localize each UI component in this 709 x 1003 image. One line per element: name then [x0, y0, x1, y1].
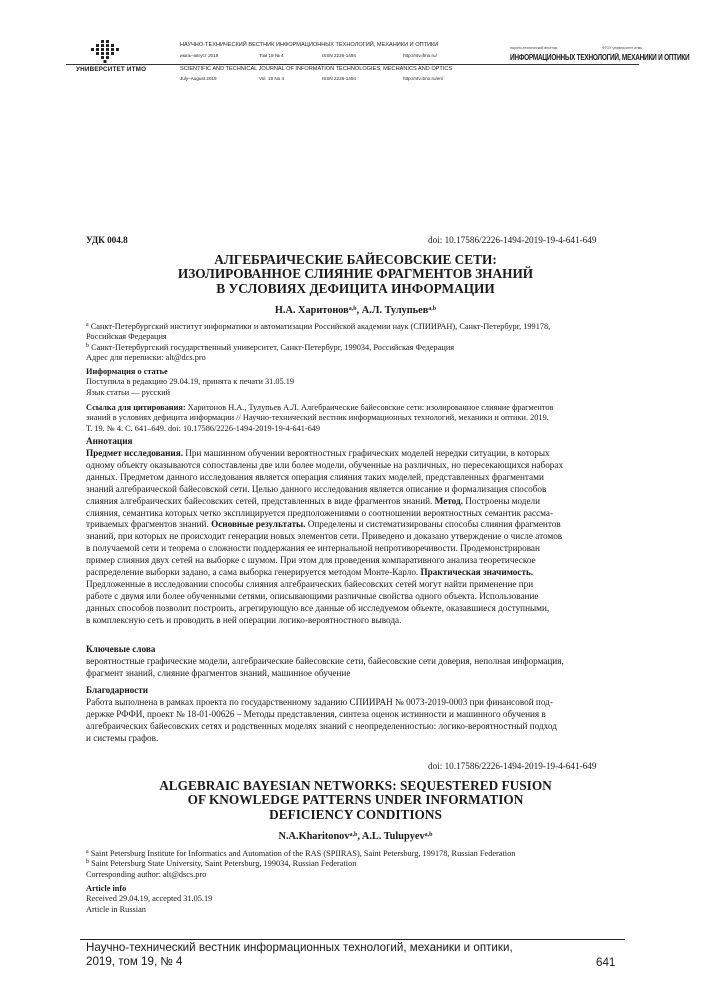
correspondence-address-en: Corresponding author: alt@dscs.pro [86, 869, 207, 879]
abstract-line [86, 460, 563, 472]
author-name: A.L. Tulupyev [361, 831, 425, 842]
itmo-dots-icon [85, 40, 125, 64]
authors-en [86, 831, 625, 842]
affiliations-en [86, 849, 515, 880]
university-name: УНИВЕРСИТЕТ ИТМО [76, 66, 147, 73]
journal-logo-publisher: ФГОУ университет итмо [602, 46, 643, 50]
journal-logo [510, 46, 690, 68]
abstract-line [86, 579, 563, 591]
authors [86, 305, 625, 316]
abstract-text: Построены модели [462, 495, 541, 506]
author-affiliation-mark: a,b [349, 832, 358, 838]
journal-logo-title: ИНФОРМАЦИОННЫХ ТЕХНОЛОГИЙ, МЕХАНИКИ И ОПТИКИ [510, 53, 690, 62]
en-journal-name: SCIENTIFIC AND TECHNICAL JOURNAL OF INFORMATION TECHNOLOGIES, MECHANICS AND OPTICS [180, 66, 453, 72]
en-issue: July–August 2019 [180, 76, 217, 81]
footer-journal [86, 941, 513, 968]
citation [86, 403, 553, 434]
abstract-text: знаний, при которых не происходит генерации новых элементов сети. Приведено и доказано утверждение о числе атомов [86, 531, 563, 542]
abstract-text: Определены и систематизированы способы слияния фрагментов [305, 519, 561, 530]
abstract-line [86, 615, 563, 627]
article-title [86, 253, 625, 296]
footer-divider [80, 939, 625, 940]
affiliation-mark: b [86, 859, 89, 866]
affiliation-mark: b [86, 342, 89, 349]
title-line: В УСЛОВИЯХ ДЕФИЦИТА ИНФОРМАЦИИ [216, 280, 495, 296]
author-separator: , [357, 831, 362, 842]
abstract-line [86, 603, 563, 615]
keywords-body [86, 656, 564, 680]
ack-line: держке РФФИ, проект № 18-01-00626 – Методы представления, синтеза оценок истинности и машинного обучения в [86, 708, 546, 719]
ack-line: Работа выполнена в рамках проекта по государственному заданию СПИИРАН № 0073-2019-0003 при финансовой под- [86, 697, 553, 707]
title-line: ИЗОЛИРОВАННОЕ СЛИЯНИЕ ФРАГМЕНТОВ ЗНАНИЙ [177, 266, 534, 282]
abstract-text: одному объекту оказываются сопоставлены две или более модели, обученные на различных, но пересекающихся наборах [86, 459, 564, 470]
ru-journal-name: НАУЧНО-ТЕХНИЧЕСКИЙ ВЕСТНИК ИНФОРМАЦИОННЫХ ТЕХНОЛОГИЙ, МЕХАНИКИ И ОПТИКИ [180, 42, 439, 48]
itmo-logo [76, 40, 158, 78]
abstract-line [86, 519, 563, 531]
abstract-line [86, 591, 563, 603]
abstract-section-label: Предмет исследования. [86, 448, 183, 458]
citation-label: Ссылка для цитирования: [86, 403, 186, 412]
author-name: А.Л. Тулупьев [361, 305, 429, 316]
abstract-text: данных. Предметом данного исследования является операция слияния таких моделей, представленных фрагментами [86, 471, 544, 482]
affiliation-b: Санкт-Петербургский государственный университет, Санкт-Петербург, 199034, Российская Федерация [91, 342, 455, 352]
ru-issue: июль–август 2019 [180, 53, 219, 58]
author-affiliation-mark: a,b [348, 306, 357, 312]
title-line: OF KNOWLEDGE PATTERNS UNDER INFORMATION [187, 792, 524, 808]
correspondence-address: Адрес для переписки: alt@dcs.pro [86, 353, 206, 363]
title-line: АЛГЕБРАИЧЕСКИЕ БАЙЕСОВСКИЕ СЕТИ: [214, 252, 497, 267]
journal-header [0, 0, 709, 100]
title-line: ALGEBRAIC BAYESIAN NETWORKS: SEQUESTERED FUSION [159, 778, 552, 793]
abstract-line [86, 555, 563, 567]
abstract-heading: Аннотация [86, 436, 133, 446]
acknowledgements-body [86, 697, 557, 745]
abstract-body [86, 448, 563, 627]
abstract-section-label: Практическая значимость. [420, 567, 534, 578]
info-line: Язык статьи — русский [86, 387, 171, 397]
article-info-en [86, 884, 212, 915]
abstract-text: работе с двумя или более обученными сетями, описывающими различные свойства одного объекта. Использование [86, 590, 539, 601]
ack-line: алгебраических байесовских сетях и родственных моделях знаний с неопределенностью: логико-вероятностный подход [86, 720, 557, 731]
author-affiliation-mark: a,b [424, 832, 433, 838]
udk-code: УДК 004.8 [86, 235, 128, 245]
citation-line: Т. 19. № 4. С. 641–649. doi: 10.17586/2226-1494-2019-19-4-641-649 [86, 423, 321, 433]
abstract-text: в комплексную сеть и проводить в ней операции логико-вероятностного вывода. [86, 614, 402, 625]
author-name: Н.А. Харитонов [274, 305, 349, 316]
ru-url[interactable]: http://ntv.ifmo.ru/ [403, 53, 437, 58]
author-separator: , [356, 305, 362, 316]
abstract-line [86, 448, 563, 460]
abstract-line [86, 484, 563, 496]
en-volume: Vol. 19 No 4 [259, 76, 285, 81]
page-number: 641 [596, 956, 616, 969]
en-issn: ISSN 2226-1494 [322, 76, 356, 81]
abstract-text: триваемых фрагментов знаний. [86, 519, 212, 530]
journal-logo-tagline: научно-технический вестник [510, 46, 558, 50]
abstract-text: распределение выборки задано, а сама выборка генерируется методом Монте-Карло. [86, 567, 421, 578]
affiliation-b-en: Saint Petersburg State University, Saint Petersburg, 199034, Russian Federation [91, 859, 357, 869]
abstract-text: знаний алгебраической байесовской сети. Целью данного исследования является описание и формализация способов [86, 483, 547, 494]
info-line: Поступила в редакцию 29.04.19, принята к печати 31.05.19 [86, 377, 295, 387]
abstract-text: слияния, семантика которых четко эксплицируется предположениями о соотношении вероятностных семантик рассма- [86, 507, 554, 518]
author-name: N.A.Kharitonov [278, 831, 350, 842]
abstract-line [86, 543, 563, 555]
info-line: Article in Russian [86, 904, 146, 914]
keywords-line: фрагмент знаний, слияние фрагментов знаний, машинное обучение [86, 667, 351, 678]
acknowledgements-heading: Благодарности [86, 685, 149, 695]
abstract-line [86, 508, 563, 520]
abstract-line [86, 472, 563, 484]
affiliation-line: Санкт-Петербургский институт информатики и автоматизации Российской академии наук (СПИИРАН), Санкт-Петербург, 199178, [90, 322, 551, 331]
footer-line: Научно-технический вестник информационных технологий, механики и оптики, [86, 941, 513, 954]
keywords-line: вероятностные графические модели, алгебраические байесовские сети, байесовские сети доверия, неполная информация, [86, 656, 564, 666]
citation-line: знаний в условиях дефицита информации // Научно-технический вестник информационных технологий, механики и оптики. 2019. [86, 413, 549, 423]
ru-volume: Том 19 № 4 [259, 53, 284, 58]
citation-line: Харитонов Н.А., Тулупьев А.Л. Алгебраические байесовские сети: изолированное слияние фрагментов [185, 403, 554, 412]
abstract-text: в получаемой сети и теорема о сложности поддержания ее интернальной непротиворечивости. Продемонстрирован [86, 543, 540, 554]
footer-line: 2019, том 19, № 4 [86, 954, 183, 968]
keywords-heading: Ключевые слова [86, 644, 156, 654]
affiliation-mark: a [86, 322, 89, 328]
ru-issn: ISSN 2226-1494 [322, 53, 356, 58]
abstract-line [86, 567, 563, 579]
info-line: Received 29.04.19, accepted 31.05.19 [86, 894, 213, 904]
article-info [86, 367, 294, 398]
abstract-text: слияния алгебраических байесовских сетей, представленных в виде фрагментов знаний. [86, 495, 435, 506]
doi-en[interactable]: doi: 10.17586/2226-1494-2019-19-4-641-649 [428, 761, 597, 771]
abstract-section-label: Основные результаты. [211, 519, 306, 530]
info-heading: Информация о статье [86, 367, 168, 376]
affiliation-a [86, 322, 550, 364]
abstract-line [86, 531, 563, 543]
abstract-text: пример слияния двух сетей на выборке с шумом. При этом для проведения компаративного анализа теоретическое [86, 555, 536, 566]
title-line: DEFICIENCY CONDITIONS [269, 806, 442, 822]
abstract-text: Предложенные в исследовании способы слияния алгебраических байесовских сетей могут найти применение при [86, 578, 534, 589]
abstract-line [86, 496, 563, 508]
affiliation-mark: a [86, 849, 89, 855]
article-title-en [86, 779, 625, 822]
affiliation-line: Российская Федерация [86, 332, 167, 342]
ack-line: и системы графов. [86, 732, 159, 743]
info-heading-en: Article info [86, 884, 127, 893]
abstract-section-label: Метод. [434, 495, 463, 506]
doi[interactable]: doi: 10.17586/2226-1494-2019-19-4-641-649 [428, 235, 597, 245]
affiliation-a-en: Saint Petersburg Institute for Informatics and Automation of the RAS (SPIIRAS), Saint Petersburg, 199178, Russian Federation [90, 849, 516, 858]
abstract-text: данных способов позволит построить, агрегирующую все данные об исследуемом объекте, оказавшиеся доступными, [86, 602, 550, 613]
en-url[interactable]: http://ntv.itmo.ru/en/ [403, 76, 444, 81]
author-affiliation-mark: a,b [428, 306, 437, 312]
abstract-text: При машинном обучении вероятностных графических моделей нередки ситуации, в которых [183, 448, 550, 458]
